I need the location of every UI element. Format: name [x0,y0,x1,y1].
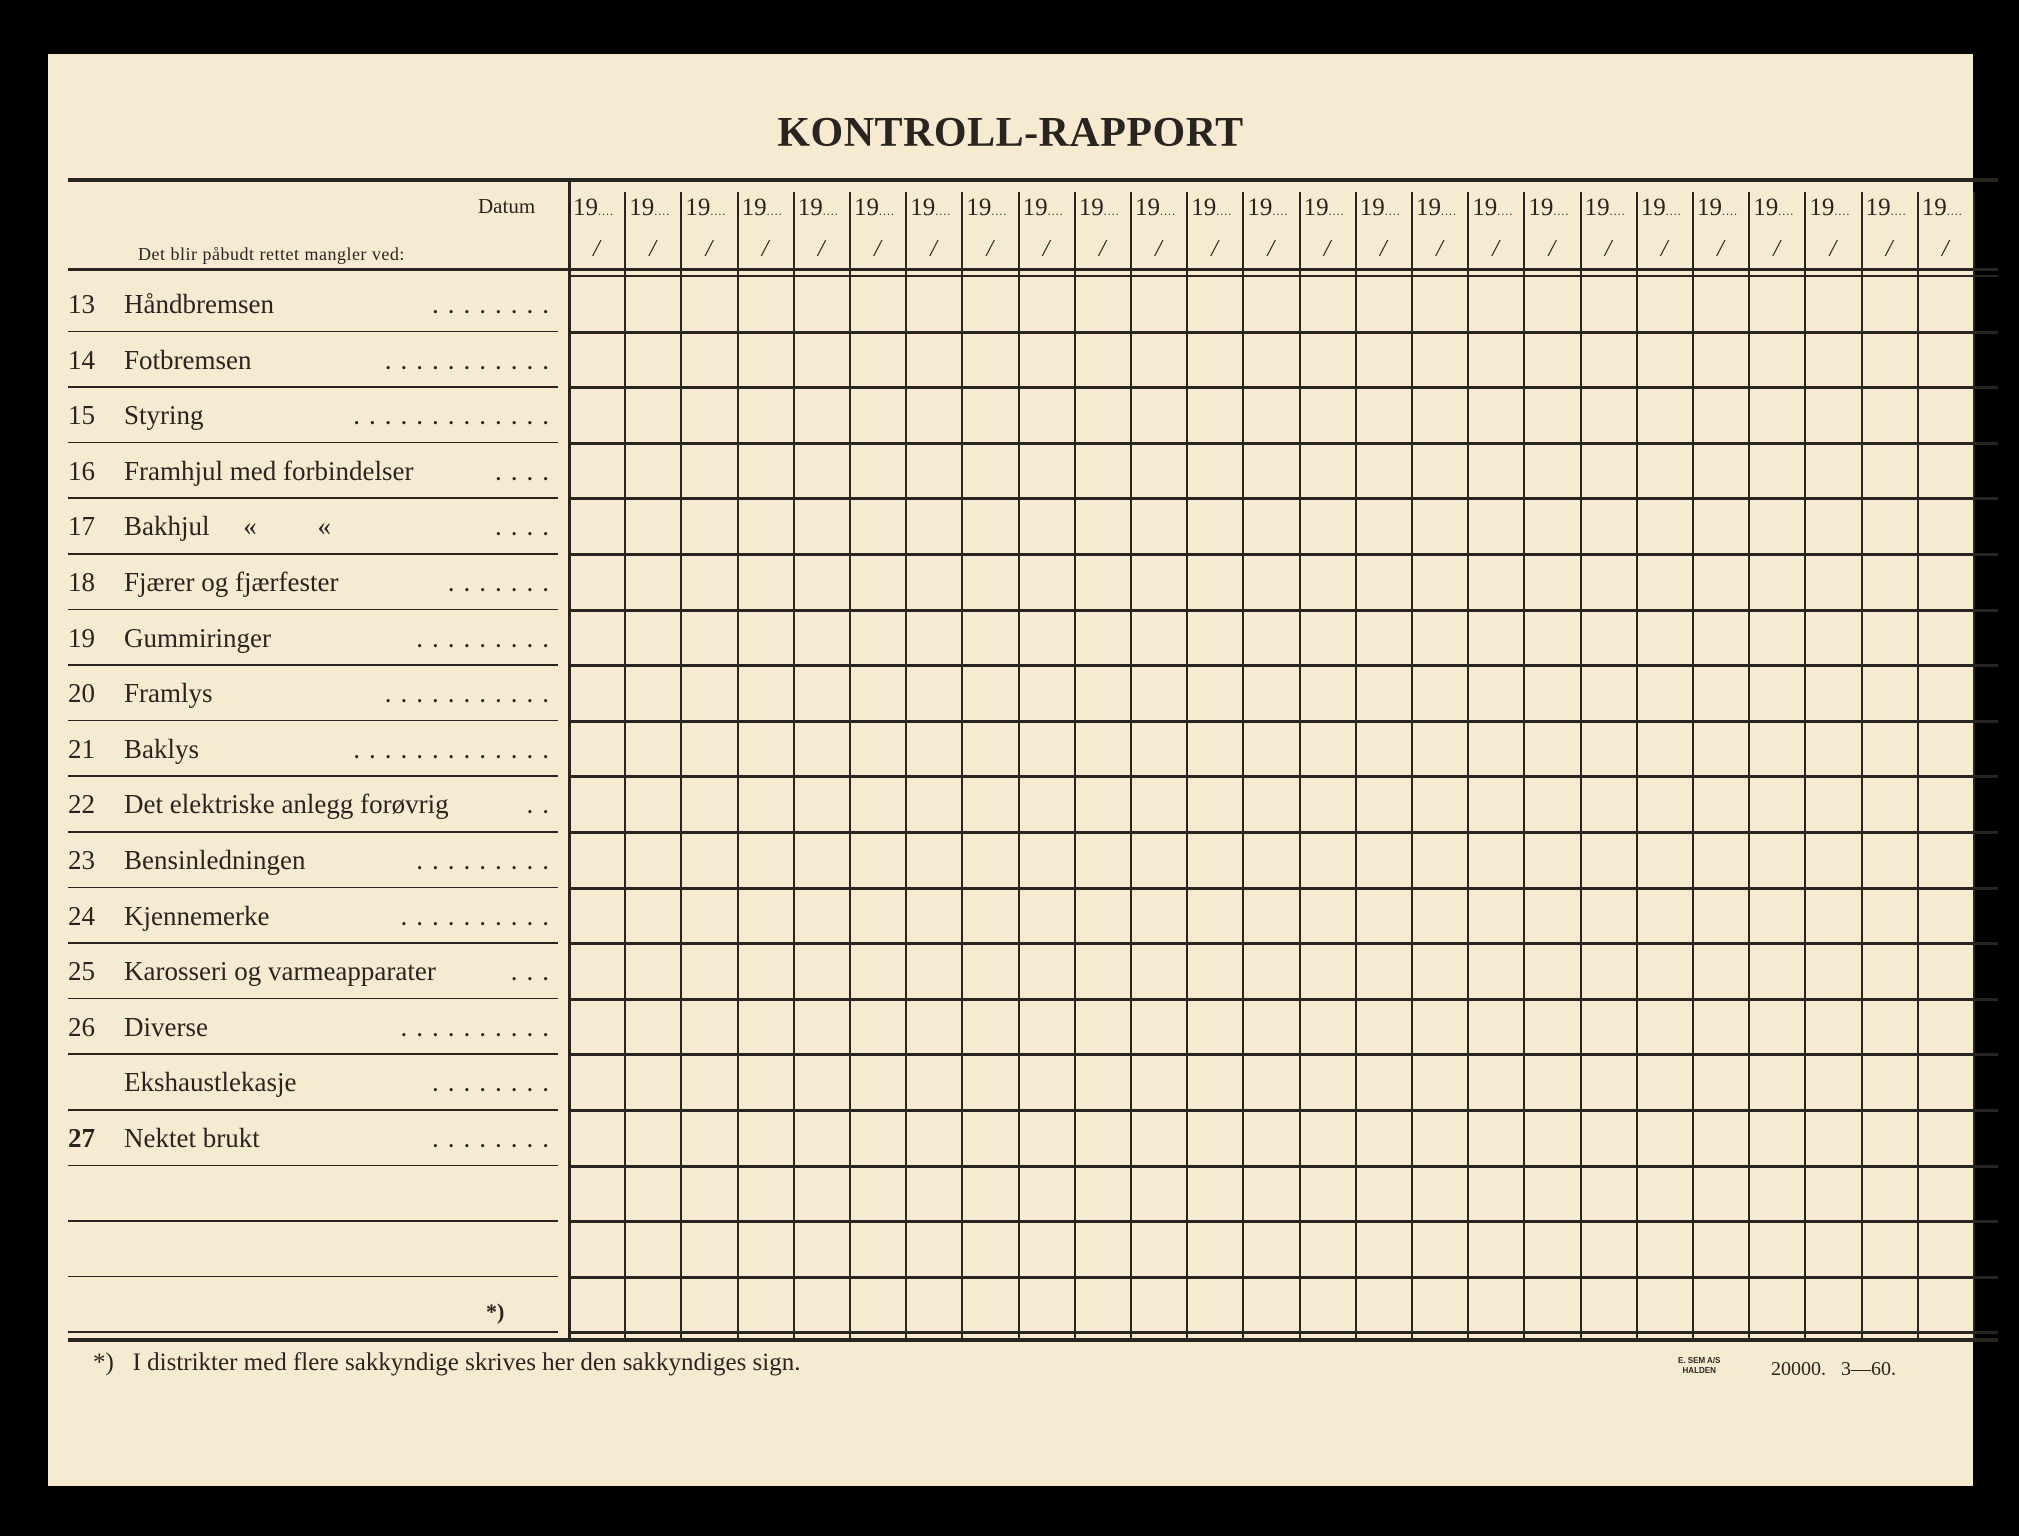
signature-mark: *) [486,1299,505,1324]
row-number: 20 [68,678,95,709]
date-day-month-slash: / [1155,236,1162,262]
date-year-prefix: 19 [1191,194,1217,221]
date-blank: .... [1890,204,1907,218]
label-row-line [68,331,558,333]
date-year-field[interactable] [1753,194,1794,222]
date-day-month-slash: / [1323,236,1331,262]
date-day-month-slash: / [1885,236,1893,262]
grid-row-line [568,720,1998,723]
date-day-month-slash: / [649,236,656,262]
date-year-prefix: 19 [854,194,879,221]
row-label: Gummiringer [124,622,271,653]
date-year-field[interactable] [685,194,726,222]
date-day-month-slash: / [705,236,713,262]
date-year-field[interactable] [1472,194,1513,222]
date-blank: .... [822,204,839,218]
header-rule-2 [568,275,1998,277]
row-number: 15 [68,400,95,431]
label-row-line [68,887,558,889]
date-blank: .... [1103,204,1120,218]
label-row-line [68,386,558,388]
row-label: Ekshaustlekasje [124,1067,297,1098]
grid-row-line [568,831,1998,834]
label-row-line [68,1220,558,1222]
date-year-prefix: 19 [1809,194,1835,221]
row-number: 24 [68,900,95,931]
date-day-month-slash: / [1211,236,1218,262]
label-row-line [68,1331,558,1333]
row-leader-dots: ....... [447,567,558,597]
date-year-prefix: 19 [629,194,655,221]
date-year-field[interactable] [1416,194,1457,222]
date-blank: .... [1497,204,1514,218]
row-label: Bakhjul « « [124,511,331,542]
date-blank: .... [991,204,1008,218]
grid-row-line [568,664,1998,667]
date-year-prefix: 19 [1247,194,1273,221]
date-blank: .... [1609,204,1626,218]
date-year-prefix: 19 [1921,194,1947,221]
row-number: 26 [68,1011,95,1042]
date-year-field[interactable] [1360,194,1401,222]
row-leader-dots: .... [495,455,558,486]
printer-line-1: E. SEM A/S [1678,1356,1721,1365]
date-blank: .... [1665,204,1682,218]
date-year-field[interactable] [1528,194,1569,222]
date-blank: .... [1441,204,1457,218]
date-blank: .... [879,204,895,218]
grid-row-line [568,386,1998,389]
row-number: 22 [68,789,95,820]
date-year-prefix: 19 [966,194,992,221]
row-label: Kjennemerke [124,900,270,931]
date-day-month-slash: / [1492,236,1499,262]
footnote: *) I distrikter med flere sakkyndige skrives her den sakkyndiges sign. [93,1349,801,1376]
date-day-month-slash: / [1717,236,1724,262]
date-day-month-slash: / [1548,236,1556,262]
date-day-month-slash: / [1941,236,1949,262]
row-leader-dots: ........ [432,1123,558,1153]
date-year-prefix: 19 [1753,194,1779,221]
date-year-field[interactable] [629,194,670,222]
row-leader-dots: .......... [400,1011,558,1042]
date-year-prefix: 19 [1359,194,1385,221]
label-row-line [68,609,558,611]
report-card [48,54,1973,1486]
row-leader-dots: ......... [416,845,558,875]
date-day-month-slash: / [1829,236,1837,262]
grid-row-line [568,1165,1998,1168]
row-leader-dots: ........... [384,344,558,375]
date-blank: .... [1047,204,1064,218]
row-number: 14 [68,344,95,375]
row-number: 25 [68,956,95,987]
date-year-prefix: 19 [910,194,936,221]
date-year-prefix: 19 [573,194,598,221]
date-year-prefix: 19 [1022,194,1048,221]
grid-row-line [568,887,1998,890]
datum-label: Datum [478,194,536,218]
row-number: 18 [68,567,95,597]
date-year-field[interactable] [1079,194,1120,222]
date-blank: .... [1553,204,1570,218]
printer-imprint [1678,1356,1720,1376]
date-day-month-slash: / [1773,236,1780,262]
row-number: 19 [68,622,95,653]
row-label: Fotbremsen [124,344,252,375]
date-year-field[interactable] [1191,194,1232,222]
row-number: 13 [68,289,95,319]
label-row-line [68,720,558,722]
date-day-month-slash: / [1604,236,1612,262]
date-blank: .... [654,204,671,218]
row-label: Nektet brukt [124,1123,260,1153]
date-year-prefix: 19 [1584,194,1610,221]
date-year-prefix: 19 [1697,194,1722,221]
label-row-line [68,942,558,944]
row-label: Fjærer og fjærfester [124,567,339,597]
grid-row-line [568,998,1998,1001]
date-blank: .... [1272,204,1289,218]
date-year-prefix: 19 [1303,194,1329,221]
date-blank: .... [1216,204,1233,218]
date-year-field[interactable] [573,194,614,222]
label-row-line [68,998,558,1000]
row-label: Diverse [124,1011,208,1042]
print-info: 20000. 3—60. [1771,1358,1896,1380]
date-year-field[interactable] [1641,194,1682,222]
date-year-prefix: 19 [1528,194,1554,221]
date-year-prefix: 19 [797,194,823,221]
date-blank: .... [710,204,727,218]
date-year-prefix: 19 [1416,194,1441,221]
grid-row-line [568,609,1998,612]
printer-line-2: HALDEN [1682,1366,1716,1375]
row-leader-dots: ... [510,956,558,987]
date-year-prefix: 19 [1865,194,1891,221]
grid-row-line [568,331,1998,334]
row-leader-dots: ........ [432,289,558,319]
grid-row-line [568,1331,1998,1334]
date-blank: .... [935,204,952,218]
grid-row-line [568,1276,1998,1279]
date-year-field[interactable] [910,194,951,222]
date-year-field[interactable] [1247,194,1288,222]
date-year-field[interactable] [1866,194,1907,222]
date-day-month-slash: / [1436,236,1443,262]
date-day-month-slash: / [761,236,769,262]
date-day-month-slash: / [930,236,937,262]
label-row-line [68,1276,558,1278]
date-year-field[interactable] [1585,194,1626,222]
label-row-line [68,442,558,444]
date-day-month-slash: / [986,236,994,262]
row-number: 17 [68,511,95,542]
date-blank: .... [1778,204,1795,218]
date-year-field[interactable] [798,194,839,222]
date-blank: .... [1722,204,1738,218]
row-leader-dots: ........... [384,678,558,709]
row-label: Framhjul med forbindelser [124,455,414,486]
grid-row-line [568,1109,1998,1112]
row-number: 23 [68,845,95,875]
date-blank: .... [1384,204,1401,218]
row-label: Det elektriske anlegg forøvrig [124,789,449,820]
label-row-line [68,664,558,666]
grid-row-line [568,775,1998,778]
date-year-prefix: 19 [1078,194,1104,221]
label-row-line [68,831,558,833]
date-day-month-slash: / [1660,236,1668,262]
date-blank: .... [1834,204,1851,218]
date-year-field[interactable] [966,194,1007,222]
date-blank: .... [1160,204,1176,218]
date-year-prefix: 19 [685,194,711,221]
row-label: Bensinledningen [124,845,306,875]
row-label: Styring [124,400,204,431]
label-row-line [68,775,558,777]
grid-row-line [568,442,1998,445]
bottom-rule [68,1338,1998,1342]
top-rule [68,178,1998,182]
date-year-prefix: 19 [1472,194,1498,221]
header-note: Det blir påbudt rettet mangler ved: [138,244,405,264]
grid-row-line [568,553,1998,556]
header-rule [68,268,1998,271]
row-number: 16 [68,455,95,486]
date-year-field[interactable] [1809,194,1850,222]
label-row-line [68,1165,558,1167]
date-day-month-slash: / [874,236,881,262]
label-row-line [68,1053,558,1055]
date-year-field[interactable] [1023,194,1064,222]
row-label: Håndbremsen [124,289,274,319]
date-day-month-slash: / [1042,236,1050,262]
row-leader-dots: ........ [432,1067,558,1098]
date-year-field[interactable] [742,194,783,222]
date-year-field[interactable] [1697,194,1738,222]
grid-row-line [568,497,1998,500]
date-year-prefix: 19 [1640,194,1666,221]
row-leader-dots: .. [526,789,558,820]
date-blank: .... [1328,204,1345,218]
grid-row-line [568,1220,1998,1223]
date-blank: .... [766,204,783,218]
date-day-month-slash: / [817,236,825,262]
date-blank: .... [1946,204,1963,218]
row-leader-dots: ......... [416,622,558,653]
form-title: KONTROLL-RAPPORT [777,110,1244,156]
row-leader-dots: .......... [400,900,558,931]
date-year-field[interactable] [854,194,895,222]
grid-row-line [568,1053,1998,1056]
row-label: Framlys [124,678,213,709]
row-leader-dots: ............. [353,733,558,764]
row-label: Baklys [124,733,200,764]
date-day-month-slash: / [1098,236,1106,262]
date-year-prefix: 19 [741,194,767,221]
label-row-line [68,553,558,555]
date-day-month-slash: / [593,236,600,262]
label-row-line [68,497,558,499]
date-year-prefix: 19 [1135,194,1160,221]
row-number: 21 [68,733,95,764]
row-leader-dots: ............. [353,400,558,431]
date-blank: .... [598,204,614,218]
row-label: Karosseri og varmeapparater [124,956,436,987]
date-day-month-slash: / [1267,236,1275,262]
row-number: 27 [68,1123,95,1153]
date-year-field[interactable] [1922,194,1963,222]
row-leader-dots: .... [495,511,558,542]
grid-row-line [568,942,1998,945]
label-row-line [68,1109,558,1111]
date-year-field[interactable] [1304,194,1345,222]
date-year-field[interactable] [1135,194,1176,222]
date-day-month-slash: / [1379,236,1387,262]
